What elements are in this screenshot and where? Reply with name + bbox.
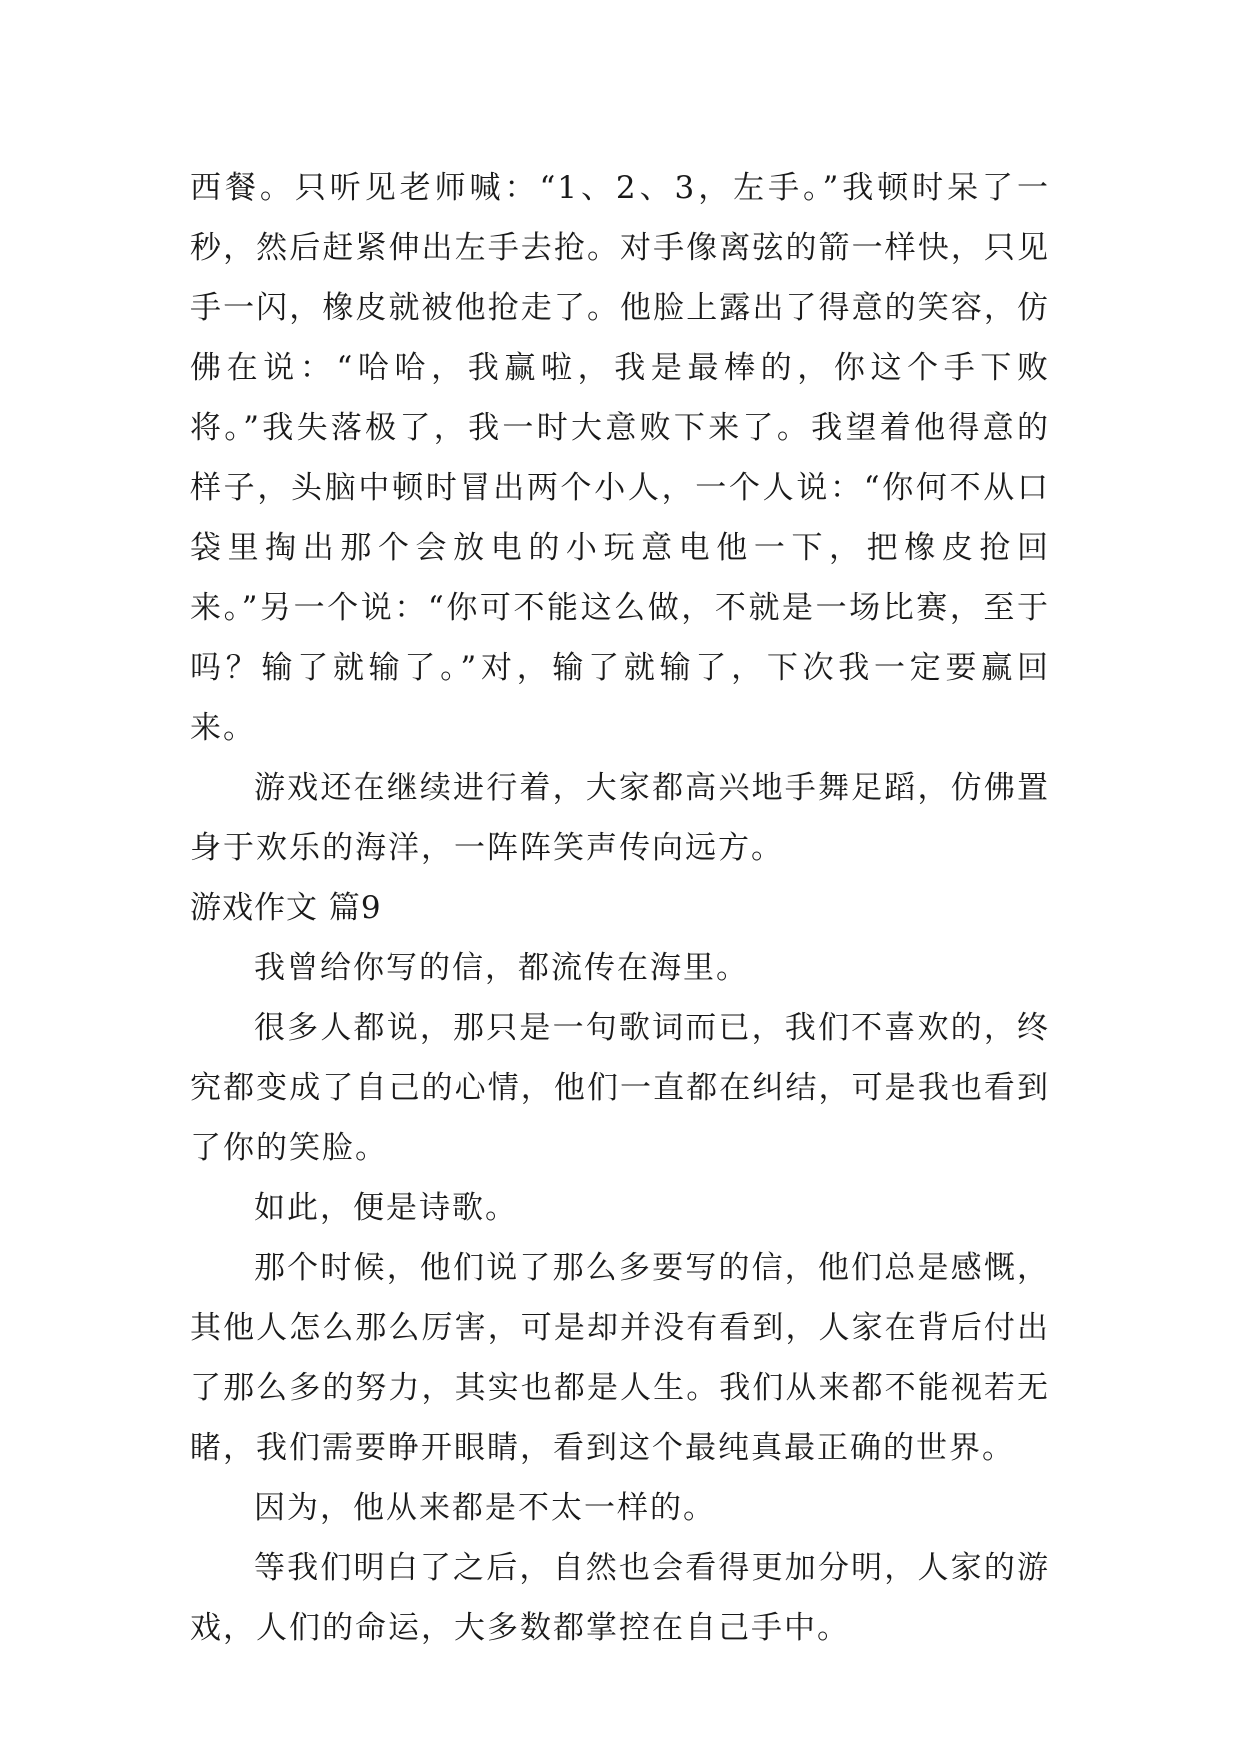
document-body bbox=[190, 158, 1050, 1658]
paragraph-5: 如此，便是诗歌。 bbox=[254, 1190, 518, 1226]
paragraph-2: 游戏还在继续进行着，大家都高兴地手舞足蹈，仿佛置身于欢乐的海洋，一阵阵笑声传向远方。 bbox=[190, 770, 1050, 866]
paragraph-7: 因为，他从来都是不太一样的。 bbox=[254, 1490, 716, 1526]
paragraph-3: 我曾给你写的信，都流传在海里。 bbox=[254, 950, 749, 986]
paragraph-4: 很多人都说，那只是一句歌词而已，我们不喜欢的，终究都变成了自己的心情，他们一直都在纠结，可是我也看到了你的笑脸。 bbox=[190, 1010, 1050, 1166]
paragraph-1: 西餐。只听见老师喊：“1、2、3，左手。”我顿时呆了一秒，然后赶紧伸出左手去抢。对手像离弦的箭一样快，只见手一闪，橡皮就被他抢走了。他脸上露出了得意的笑容，仿佛在说：“哈哈，我赢啦，我是最棒的，你这个手下败将。”我失落极了，我一时大意败下来了。我望着他得意的样子，头脑中顿时冒出两个小人，一个人说：“你何不从口袋里掏出那个会放电的小玩意电他一下，把橡皮抢回来。”另一个说：“你可不能这么做，不就是一场比赛，至于吗？输了就输了。”对，输了就输了，下次我一定要赢回来。 bbox=[190, 170, 1050, 746]
paragraph-8: 等我们明白了之后，自然也会看得更加分明，人家的游戏，人们的命运，大多数都掌控在自己手中。 bbox=[190, 1550, 1050, 1646]
section-heading: 游戏作文 篇9 bbox=[190, 890, 382, 926]
paragraph-6: 那个时候，他们说了那么多要写的信，他们总是感慨，其他人怎么那么厉害，可是却并没有看到，人家在背后付出了那么多的努力，其实也都是人生。我们从来都不能视若无睹，我们需要睁开眼睛，看到这个最纯真最正确的世界。 bbox=[190, 1250, 1050, 1466]
